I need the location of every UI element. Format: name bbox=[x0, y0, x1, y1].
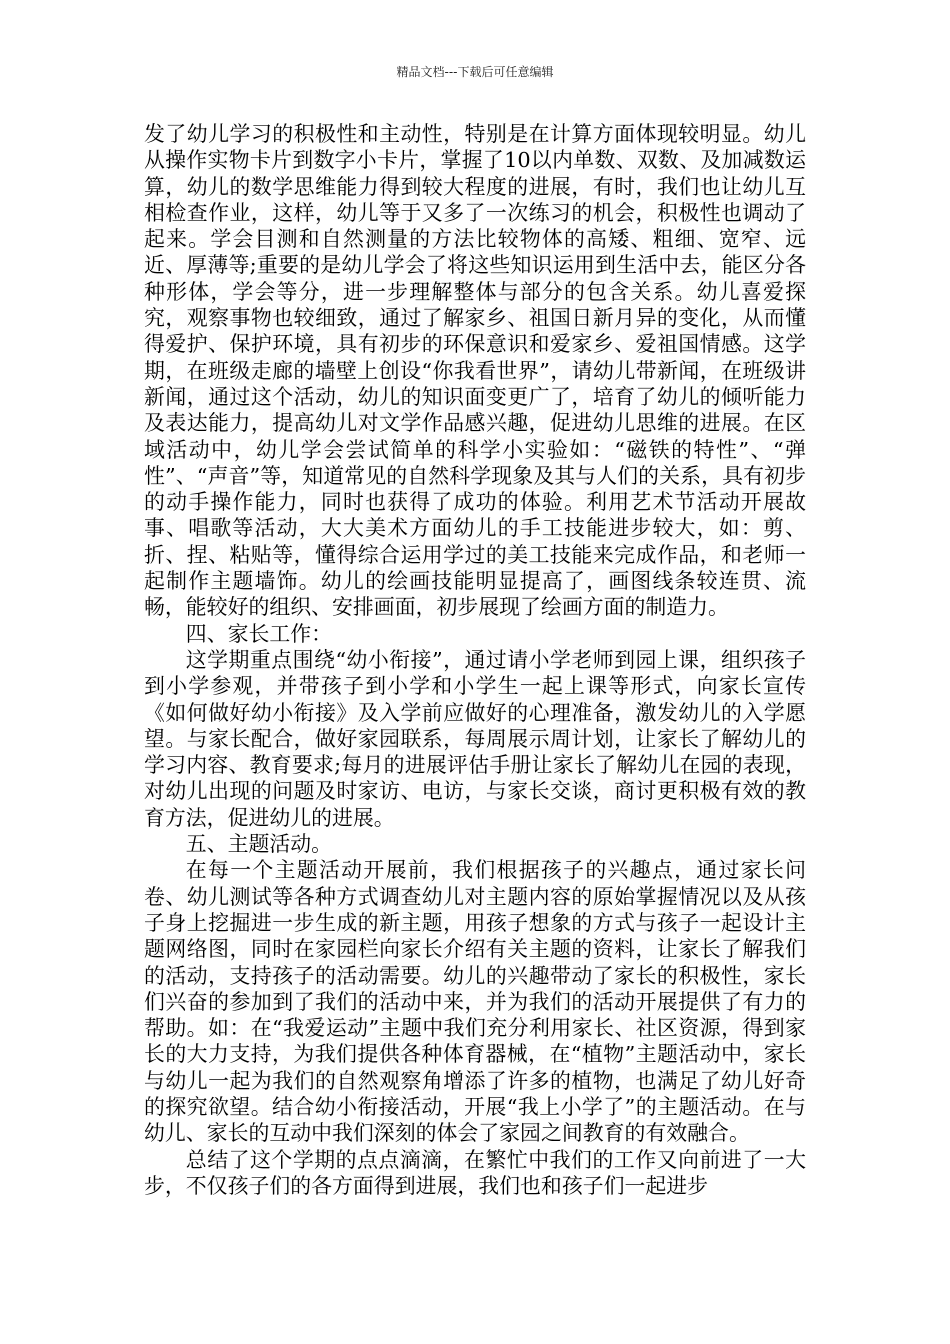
paragraph-parent-work: 这学期重点围绕“幼小衔接”，通过请小学老师到园上课，组织孩子到小学参观，并带孩子到小学和小学生一起上课等形式，向家长宣传《如何做好幼小衔接》及入学前应做好的心理准备，激发幼儿的入学愿望。与家长配合，做好家园联系，每周展示周计划，让家长了解幼儿的学习内容、教育要求;每月的进展评估手册让家长了解幼儿在园的表现，对幼儿出现的问题及时家访、电访，与家长交谈，商讨更积极有效的教育方法，促进幼儿的进展。 bbox=[144, 647, 806, 830]
document-body bbox=[144, 121, 806, 1199]
paragraph-continuation: 发了幼儿学习的积极性和主动性，特别是在计算方面体现较明显。幼儿从操作实物卡片到数字小卡片，掌握了10以内单数、双数、及加减数运算，幼儿的数学思维能力得到较大程度的进展，有时，我们也让幼儿互相检查作业，这样，幼儿等于又多了一次练习的机会，积极性也调动了起来。学会目测和自然测量的方法比较物体的高矮、粗细、宽窄、远近、厚薄等;重要的是幼儿学会了将这些知识运用到生活中去，能区分各种形体，学会等分，进一步理解整体与部分的包含关系。幼儿喜爱探究，观察事物也较细致，通过了解家乡、祖国日新月异的变化，从而懂得爱护、保护环境，具有初步的环保意识和爱家乡、爱祖国情感。这学期，在班级走廊的墙壁上创设“你我看世界”，请幼儿带新闻，在班级讲新闻，通过这个活动，幼儿的知识面变更广了，培育了幼儿的倾听能力及表达能力，提高幼儿对文学作品感兴趣，促进幼儿思维的进展。在区域活动中，幼儿学会尝试简单的科学小实验如：“磁铁的特性”、“弹性”、“声音”等，知道常见的自然科学现象及其与人们的关系，具有初步的动手操作能力，同时也获得了成功的体验。利用艺术节活动开展故事、唱歌等活动，大大美术方面幼儿的手工技能进步较大，如：剪、折、捏、粘贴等，懂得综合运用学过的美工技能来完成作品，和老师一起制作主题墙饰。幼儿的绘画技能明显提高了，画图线条较连贯、流畅，能较好的组织、安排画面，初步展现了绘画方面的制造力。 bbox=[144, 122, 806, 620]
section-heading-theme-activity: 五、主题活动。 bbox=[185, 832, 333, 857]
page-header: 精品文档---下载后可任意编辑 bbox=[396, 65, 554, 79]
paragraph-summary: 总结了这个学期的点点滴滴，在繁忙中我们的工作又向前进了一大步，不仅孩子们的各方面得到进展，我们也和孩子们一起进步 bbox=[144, 1147, 806, 1198]
paragraph-theme-activity: 在每一个主题活动开展前，我们根据孩子的兴趣点，通过家长问卷、幼儿测试等各种方式调查幼儿对主题内容的原始掌握情况以及从孩子身上挖掘进一步生成的新主题，用孩子想象的方式与孩子一起设计主题网络图，同时在家园栏向家长介绍有关主题的资料，让家长了解我们的活动，支持孩子的活动需要。幼儿的兴趣带动了家长的积极性，家长们兴奋的参加到了我们的活动中来，并为我们的活动开展提供了有力的帮助。如：在“我爱运动”主题中我们充分利用家长、社区资源，得到家长的大力支持，为我们提供各种体育器械，在“植物”主题活动中，家长与幼儿一起为我们的自然观察角增添了许多的植物，也满足了幼儿好奇的探究欲望。结合幼小衔接活动，开展“我上小学了”的主题活动。在与幼儿、家长的互动中我们深刻的体会了家园之间教育的有效融合。 bbox=[144, 858, 806, 1146]
section-heading-parent-work: 四、家长工作： bbox=[185, 621, 333, 646]
